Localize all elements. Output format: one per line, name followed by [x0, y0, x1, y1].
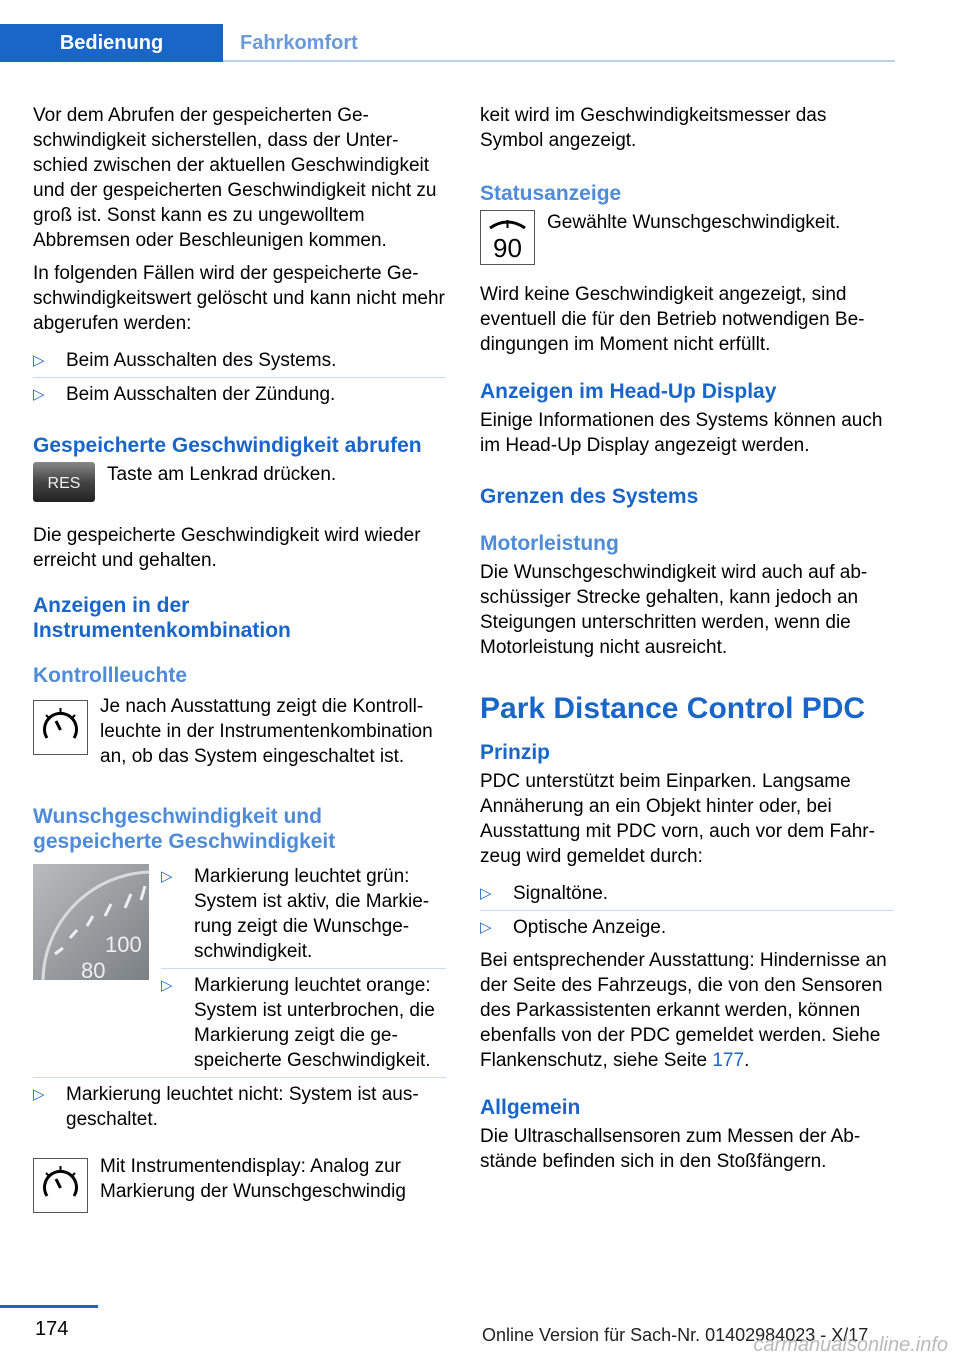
footer-divider [0, 1305, 98, 1308]
header-divider [223, 60, 895, 62]
status-row [480, 210, 894, 272]
cruise-control-icon [33, 1158, 88, 1220]
heading-anzeigen: Anzeigen in der Instrumentenkombination [33, 594, 291, 642]
triangle-bullet-icon: ▷ [33, 352, 45, 369]
heading-abrufen: Gespeicherte Geschwindigkeit abrufen [33, 434, 422, 457]
instrument-display-block [33, 1154, 446, 1220]
tab-fahrkomfort[interactable]: Fahrkomfort [240, 31, 358, 54]
paragraph: PDC unterstützt beim Einparken. Langsame Annäherung an ein Objekt hinter oder, bei Ausstattung mit PDC vorn, auch vor dem Fahrzeug wird gemeldet durch: [480, 771, 875, 867]
heading-statusanzeige: Statusanzeige [480, 182, 622, 205]
status-text: Gewählte Wunschgeschwindigkeit. [547, 212, 841, 233]
triangle-bullet-icon: ▷ [161, 977, 173, 994]
gauge-label-80: 80 [81, 958, 106, 980]
heading-kontrollleuchte: Kontrollleuchte [33, 664, 188, 687]
list-item: ▷ Optische Anzeige. [480, 917, 667, 938]
page-link[interactable]: 177 [712, 1050, 745, 1071]
res-text: Taste am Lenkrad drücken. [107, 464, 337, 485]
tab-bedienung[interactable]: Bedienung [0, 24, 223, 62]
triangle-bullet-icon: ▷ [480, 885, 492, 902]
page-number: 174 [35, 1318, 69, 1340]
status-value: 90 [493, 233, 522, 263]
paragraph: keit wird im Geschwindigkeitsmesser das Symbol angezeigt. [480, 105, 827, 151]
heading-hud: Anzeigen im Head-Up Display [480, 380, 777, 403]
bullet-list [480, 877, 894, 944]
paragraph: Einige Informationen des Systems können auch im Head-Up Display angezeigt werden. [480, 410, 883, 456]
list-item: ▷ Markierung leuchtet nicht: System ist ausgeschaltet. [33, 1084, 419, 1130]
page-header [0, 24, 895, 62]
triangle-bullet-icon: ▷ [480, 919, 492, 936]
paragraph: Die Wunschgeschwindigkeit wird auch auf abschüssiger Strecke gehalten, kann jedoch an Steigungen unterschritten werden, wenn die Motorleistung nicht ausreicht. [480, 562, 868, 658]
heading-pdc: Park Distance Control PDC [480, 692, 866, 725]
kontroll-text: Je nach Ausstattung zeigt die Kontrollleuchte in der Instrumentenkombination an, ob das System eingeschaltet ist. [100, 696, 433, 767]
paragraph: In folgenden Fällen wird der gespeicherte Geschwindigkeitswert gelöscht und kann nicht mehr abgerufen werden: [33, 263, 445, 334]
gauge-label-100: 100 [105, 932, 142, 957]
paragraph: Die Ultraschallsensoren zum Messen der Abstände befinden sich in den Stoßfängern. [480, 1126, 861, 1172]
bullet-list [33, 1078, 446, 1136]
heading-grenzen: Grenzen des Systems [480, 485, 699, 508]
triangle-bullet-icon: ▷ [161, 868, 173, 885]
paragraph: Die gespeicherte Geschwindigkeit wird wieder erreicht und gehalten. [33, 525, 421, 571]
bullet-list [33, 344, 446, 411]
gauge-block [33, 860, 446, 1077]
list-item: ▷ Beim Ausschalten des Systems. [33, 344, 446, 378]
heading-prinzip: Prinzip [480, 741, 551, 764]
paragraph: Vor dem Abrufen der gespeicherten Geschwindigkeit sicherstellen, dass der Unterschied zwischen der aktuellen Geschwindigkeit und der gespeicherten Geschwindigkeit nicht zu groß ist. Sonst kann es zu ungewolltem Abbremsen oder Beschleunigen kommen. [33, 105, 437, 251]
bullet-list [161, 860, 446, 1077]
heading-allgemein: Allgemein [480, 1096, 581, 1119]
heading-motorleistung: Motorleistung [480, 532, 619, 555]
res-button-icon [33, 462, 95, 509]
speedometer-image [33, 864, 149, 1077]
right-column [480, 103, 894, 1182]
list-item: ▷ Markierung leuchtet grün: System ist aktiv, die Markierung zeigt die Wunschgeschwindigkeit. [161, 860, 446, 969]
triangle-bullet-icon: ▷ [33, 1086, 45, 1103]
online-version: Online Version für Sach-Nr. 01402984023 - X/17 [482, 1325, 869, 1345]
res-label: RES [47, 475, 81, 492]
res-row [33, 462, 446, 509]
instrument-text: Mit Instrumentendisplay: Analog zur Markierung der Wunschgeschwindig [100, 1156, 406, 1202]
list-item: ▷ Beim Ausschalten der Zündung. [33, 384, 336, 405]
paragraph: Bei entsprechender Ausstattung: Hindernisse an der Seite des Fahrzeugs, die von den Sensoren des Parkassistenten erkannt werden, können ebenfalls von der PDC gemeldet werden. Siehe Flankenschutz, siehe Seite 177. [480, 950, 887, 1071]
list-item: ▷ Markierung leuchtet orange: System ist unterbrochen, die Markierung zeigt die gespeicherte Geschwindigkeit. [161, 975, 435, 1071]
heading-wunschgeschwindigkeit: Wunschgeschwindigkeit und gespeicherte Geschwindigkeit [33, 805, 336, 853]
triangle-bullet-icon: ▷ [33, 386, 45, 403]
list-item: ▷ Signaltöne. [480, 877, 894, 911]
kontroll-block [33, 694, 446, 780]
left-column [33, 103, 446, 1220]
paragraph: Wird keine Geschwindigkeit angezeigt, sind eventuell die für den Betrieb notwendigen Bedingungen im Moment nicht erfüllt. [480, 284, 865, 355]
watermark: carmanualsonline.info [753, 1334, 948, 1356]
status-display-icon [480, 210, 535, 272]
cruise-control-icon [33, 700, 88, 762]
